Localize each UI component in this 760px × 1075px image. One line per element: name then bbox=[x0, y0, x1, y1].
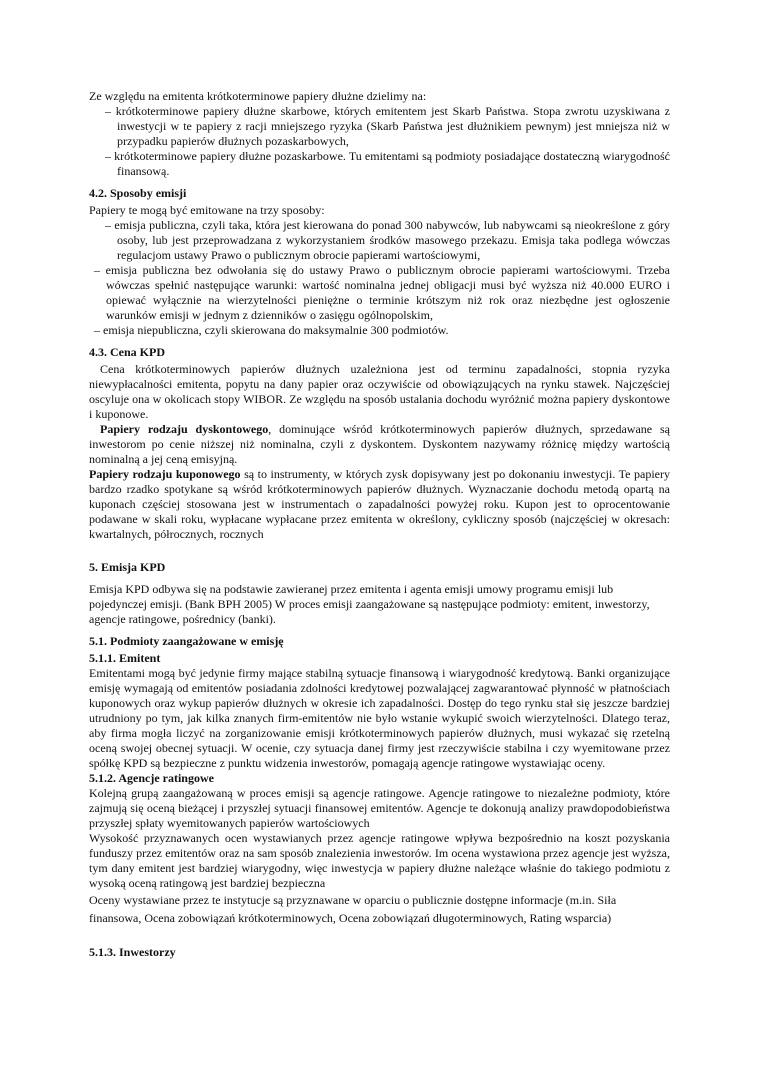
list-item-private-emission: – emisja niepubliczna, czyli skierowana do maksymalnie 300 podmiotów. bbox=[94, 323, 449, 337]
rating-agencies-paragraph-1: Kolejną grupą zaangażowaną w proces emisji są agencje ratingowe. Agencje ratingowe to niezależne podmioty, które zajmują się oceną bieżącej i przyszłej sytuacji finansowej emitentów. Agencje te dokonują analizy prawdopodobieństwa przyszłej spłaty wyemitowanych papierów wartościowych bbox=[89, 786, 670, 830]
heading-4-2: 4.2. Sposoby emisji bbox=[89, 186, 187, 200]
heading-5: 5. Emisja KPD bbox=[89, 560, 166, 574]
coupon-papers-paragraph bbox=[89, 467, 670, 542]
list-item-non-treasury-papers: – krótkoterminowe papiery dłużne pozaskarbowe. Tu emitentami są podmioty posiadające dostateczną wiarygodność finansową. bbox=[105, 149, 670, 178]
price-paragraph: Cena krótkoterminowych papierów dłużnych uzależniona jest od terminu zapadalności, stopnia ryzyka niewypłacalności emitenta, popytu na dany papier oraz oczywiście od obowiązujących na rynku stawek. Najczęściej oscyluje ona w okolicach stopy WIBOR. Ze względu na sposób ustalania dochodu wyróżnić można papiery dyskontowe i kuponowe. bbox=[89, 362, 670, 421]
discount-papers-term: Papiery rodzaju dyskontowego bbox=[100, 422, 269, 436]
heading-5-1: 5.1. Podmioty zaangażowane w emisję bbox=[89, 634, 284, 648]
document-page bbox=[89, 89, 670, 960]
list-item-public-emission: – emisja publiczna, czyli taka, która jest kierowana do ponad 300 nabywców, lub nabywcami są nieokreślone z góry osoby, lub jest przeprowadzana z wykorzystaniem środków masowego przekazu. Emisja taka podlega wówczas regulacjom ustawy Prawo o publicznym obrocie papierami wartościowymi, bbox=[105, 218, 670, 262]
list-item-treasury-papers: – krótkoterminowe papiery dłużne skarbowe, których emitentem jest Skarb Państwa. Stopa zwrotu uzyskiwana z inwestycji w te papiery z racji mniejszego ryzyka (Skarb Państwa jest dłużnikiem pewnym) jest mniejsza niż w przypadku papierów dłużnych pozaskarbowych, bbox=[105, 104, 670, 148]
discount-papers-text: , dominujące wśród krótkoterminowych papierów dłużnych, sprzedawane są inwestorom po cenie niższej niż nominalna, czyli z dyskontem. Dyskontem nazywamy różnicę między wartością nominalną a jej ceną emisyjną. bbox=[89, 422, 670, 466]
rating-agencies-paragraph-2: Wysokość przyznawanych ocen wystawianych przez agencje ratingowe wpływa bezpośrednio na koszt pozyskania funduszy przez emitentów oraz na sam sposób znalezienia inwestorów. Im ocena wystawiona przez agencje jest wyższa, tym dany emitent jest bardziej wiarygodny, więc inwestycja w papiery dłużne należące właśnie do takiego podmiotu z wysoką oceną ratingową jest bardziej bezpieczna bbox=[89, 831, 670, 890]
heading-5-1-3: 5.1.3. Inwestorzy bbox=[89, 945, 176, 959]
heading-5-1-2: 5.1.2. Agencje ratingowe bbox=[89, 771, 214, 785]
issuer-paragraph: Emitentami mogą być jedynie firmy mające stabilną sytuacje finansową i wiarygodność kredytową. Banki organizujące emisję wymagają od emitentów posiadania zdolności kredytowej pozwalającej zagwarantować płynność w płatnościach kuponowych oraz wykup papierów dłużnych w okresie ich zapadalności. Dostęp do tego rynku stał się jeszcze bardziej utrudniony po tym, jak kilka znanych firm-emitentów nie było wstanie wykupić swoich wierzytelności. Dlatego teraz, aby firma mogła liczyć na zorganizowanie emisji krótkoterminowych papierów dłużnych, musi wykazać się rzetelną oceną swojej obecnej sytuacji. W ocenie, czy sytuacja danej firmy jest rzeczywiście stabilna i czy wyemitowane przez spółkę KPD są bezpieczne z punktu widzenia inwestorów, pomagają agencje ratingowe wystawiając oceny. bbox=[89, 666, 670, 770]
emission-paragraph: Emisja KPD odbywa się na podstawie zawieranej przez emitenta i agenta emisji umowy programu emisji lub pojedynczej emisji. (Bank BPH 2005) W proces emisji zaangażowane są następujące podmioty: emitent, inwestorzy, agencje ratingowe, pośrednicy (banki). bbox=[89, 582, 650, 626]
coupon-papers-term: Papiery rodzaju kuponowego bbox=[89, 467, 241, 481]
heading-5-1-1: 5.1.1. Emitent bbox=[89, 651, 161, 665]
discount-papers-paragraph bbox=[89, 422, 670, 467]
heading-4-3: 4.3. Cena KPD bbox=[89, 345, 165, 359]
list-item-public-emission-no-act: – emisja publiczna bez odwołania się do ustawy Prawo o publicznym obrocie papierami wartościowymi. Trzeba wówczas spełnić następujące warunki: wartość nominalna jednej obligacji musi być wyższa niż 40.000 EURO i opiewać wyłącznie na wierzytelności pieniężne o terminie krótszym niż rok oraz niezbędne jest ogłoszenie warunków emisji w jednym z dzienników o zasięgu ogólnopolskim, bbox=[94, 263, 670, 322]
issuer-intro: Ze względu na emitenta krótkoterminowe papiery dłużne dzielimy na: bbox=[89, 89, 427, 103]
emission-methods-intro: Papiery te mogą być emitowane na trzy sposoby: bbox=[89, 203, 325, 217]
rating-agencies-paragraph-3: Oceny wystawiane przez te instytucje są przyznawane w oparciu o publicznie dostępne informacje (m.in. Siła finansowa, Ocena zobowiązań krótkoterminowych, Ocena zobowiązań długoterminowych, Rating wsparcia) bbox=[89, 893, 617, 925]
coupon-papers-text: są to instrumenty, w których zysk dopisywany jest po dokonaniu inwestycji. Te papiery bardzo rzadko spotykane są wśród krótkoterminowych papierów dłużnych. Wyznaczanie dochodu metodą opartą na kuponach częściej stosowana jest w instrumentach o zapadalności powyżej roku. Kupon jest to oprocentowanie podawane w skali roku, wypłacane wypłacane przez emitenta w określony, cykliczny sposób (najczęściej w okresach: kwartalnych, półrocznych, rocznych bbox=[89, 467, 670, 541]
